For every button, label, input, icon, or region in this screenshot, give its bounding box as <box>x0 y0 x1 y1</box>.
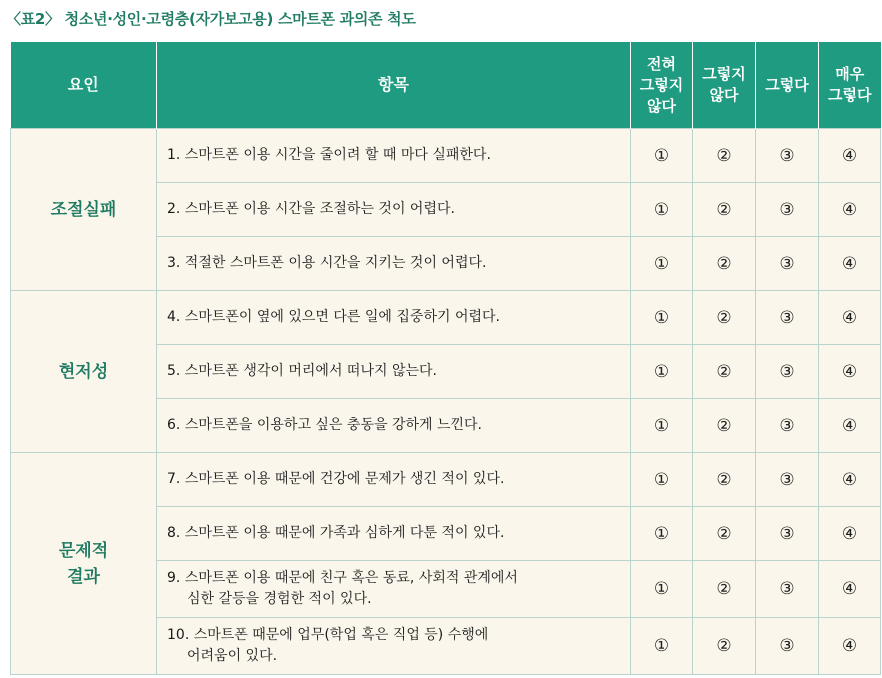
response-option-1[interactable]: ① <box>631 237 693 291</box>
item-cell <box>157 345 631 399</box>
item-text: 9. 스마트폰 이용 때문에 친구 혹은 동료, 사회적 관계에서 <box>167 570 518 586</box>
table-row <box>11 453 881 507</box>
item-cell <box>157 618 631 675</box>
smartphone-dependency-scale-table <box>10 42 881 675</box>
item-text: 6. 스마트폰을 이용하고 싶은 충동을 강하게 느낀다. <box>167 417 482 433</box>
response-option-4[interactable]: ④ <box>819 237 881 291</box>
response-option-1[interactable]: ① <box>631 183 693 237</box>
response-option-4[interactable]: ④ <box>819 507 881 561</box>
response-option-3[interactable]: ③ <box>756 507 819 561</box>
response-option-2[interactable]: ② <box>693 183 756 237</box>
item-text: 어려움이 있다. <box>187 648 278 664</box>
response-option-2[interactable]: ② <box>693 561 756 618</box>
item-text: 7. 스마트폰 이용 때문에 건강에 문제가 생긴 적이 있다. <box>167 471 505 487</box>
response-option-4[interactable]: ④ <box>819 291 881 345</box>
header-item: 항목 <box>157 42 631 129</box>
response-option-1[interactable]: ① <box>631 399 693 453</box>
header-factor: 요인 <box>11 42 157 129</box>
response-option-3[interactable]: ③ <box>756 453 819 507</box>
item-text: 10. 스마트폰 때문에 업무(학업 혹은 직업 등) 수행에 <box>167 627 489 643</box>
item-text: 2. 스마트폰 이용 시간을 조절하는 것이 어렵다. <box>167 201 455 217</box>
response-option-3[interactable]: ③ <box>756 291 819 345</box>
response-option-3[interactable]: ③ <box>756 237 819 291</box>
header-line: 그렇지 <box>702 65 746 83</box>
response-option-1[interactable]: ① <box>631 345 693 399</box>
response-option-1[interactable]: ① <box>631 291 693 345</box>
item-cell <box>157 399 631 453</box>
header-line: 매우 <box>835 65 865 83</box>
response-option-1[interactable]: ① <box>631 453 693 507</box>
item-cell <box>157 561 631 618</box>
item-text: 1. 스마트폰 이용 시간을 줄이려 할 때 마다 실패한다. <box>167 147 491 163</box>
response-option-3[interactable]: ③ <box>756 183 819 237</box>
factor-label: 결과 <box>67 566 100 587</box>
item-cell <box>157 453 631 507</box>
header-line: 않다 <box>647 96 676 115</box>
factor-label: 현저성 <box>58 361 109 382</box>
header-strongly-agree <box>819 42 881 129</box>
table-row <box>11 291 881 345</box>
item-text: 3. 적절한 스마트폰 이용 시간을 지키는 것이 어렵다. <box>167 255 487 271</box>
response-option-2[interactable]: ② <box>693 507 756 561</box>
factor-cell <box>11 291 157 453</box>
response-option-1[interactable]: ① <box>631 507 693 561</box>
response-option-4[interactable]: ④ <box>819 345 881 399</box>
item-cell <box>157 507 631 561</box>
response-option-2[interactable]: ② <box>693 399 756 453</box>
item-cell <box>157 183 631 237</box>
item-text: 4. 스마트폰이 옆에 있으면 다른 일에 집중하기 어렵다. <box>167 309 500 325</box>
item-text: 8. 스마트폰 이용 때문에 가족과 심하게 다툰 적이 있다. <box>167 525 505 541</box>
item-cell <box>157 291 631 345</box>
response-option-1[interactable]: ① <box>631 561 693 618</box>
factor-cell <box>11 453 157 675</box>
response-option-3[interactable]: ③ <box>756 618 819 675</box>
response-option-4[interactable]: ④ <box>819 453 881 507</box>
response-option-3[interactable]: ③ <box>756 399 819 453</box>
response-option-3[interactable]: ③ <box>756 129 819 183</box>
table-body <box>11 129 881 675</box>
response-option-2[interactable]: ② <box>693 345 756 399</box>
response-option-4[interactable]: ④ <box>819 129 881 183</box>
response-option-2[interactable]: ② <box>693 237 756 291</box>
response-option-4[interactable]: ④ <box>819 618 881 675</box>
item-text: 심한 갈등을 경험한 적이 있다. <box>187 591 372 607</box>
factor-cell <box>11 129 157 291</box>
response-option-2[interactable]: ② <box>693 618 756 675</box>
response-option-1[interactable]: ① <box>631 129 693 183</box>
factor-label: 조절실패 <box>50 199 117 220</box>
header-disagree <box>693 42 756 129</box>
response-option-4[interactable]: ④ <box>819 183 881 237</box>
table-caption: 〈표2〉 청소년·성인·고령층(자가보고용) 스마트폰 과의존 척도 <box>6 10 416 28</box>
header-line: 그렇지 <box>639 75 684 94</box>
response-option-4[interactable]: ④ <box>819 399 881 453</box>
factor-label: 문제적 <box>58 540 109 561</box>
header-line: 않다 <box>709 86 739 104</box>
response-option-1[interactable]: ① <box>631 618 693 675</box>
response-option-2[interactable]: ② <box>693 453 756 507</box>
response-option-2[interactable]: ② <box>693 291 756 345</box>
header-strongly-disagree <box>631 42 693 129</box>
response-option-2[interactable]: ② <box>693 129 756 183</box>
header-line: 그렇다 <box>828 86 872 104</box>
response-option-3[interactable]: ③ <box>756 345 819 399</box>
item-cell <box>157 237 631 291</box>
header-line: 전혀 <box>647 54 676 73</box>
item-text: 5. 스마트폰 생각이 머리에서 떠나지 않는다. <box>167 363 437 379</box>
header-agree: 그렇다 <box>756 42 819 129</box>
response-option-3[interactable]: ③ <box>756 561 819 618</box>
response-option-4[interactable]: ④ <box>819 561 881 618</box>
table-row <box>11 129 881 183</box>
item-cell <box>157 129 631 183</box>
